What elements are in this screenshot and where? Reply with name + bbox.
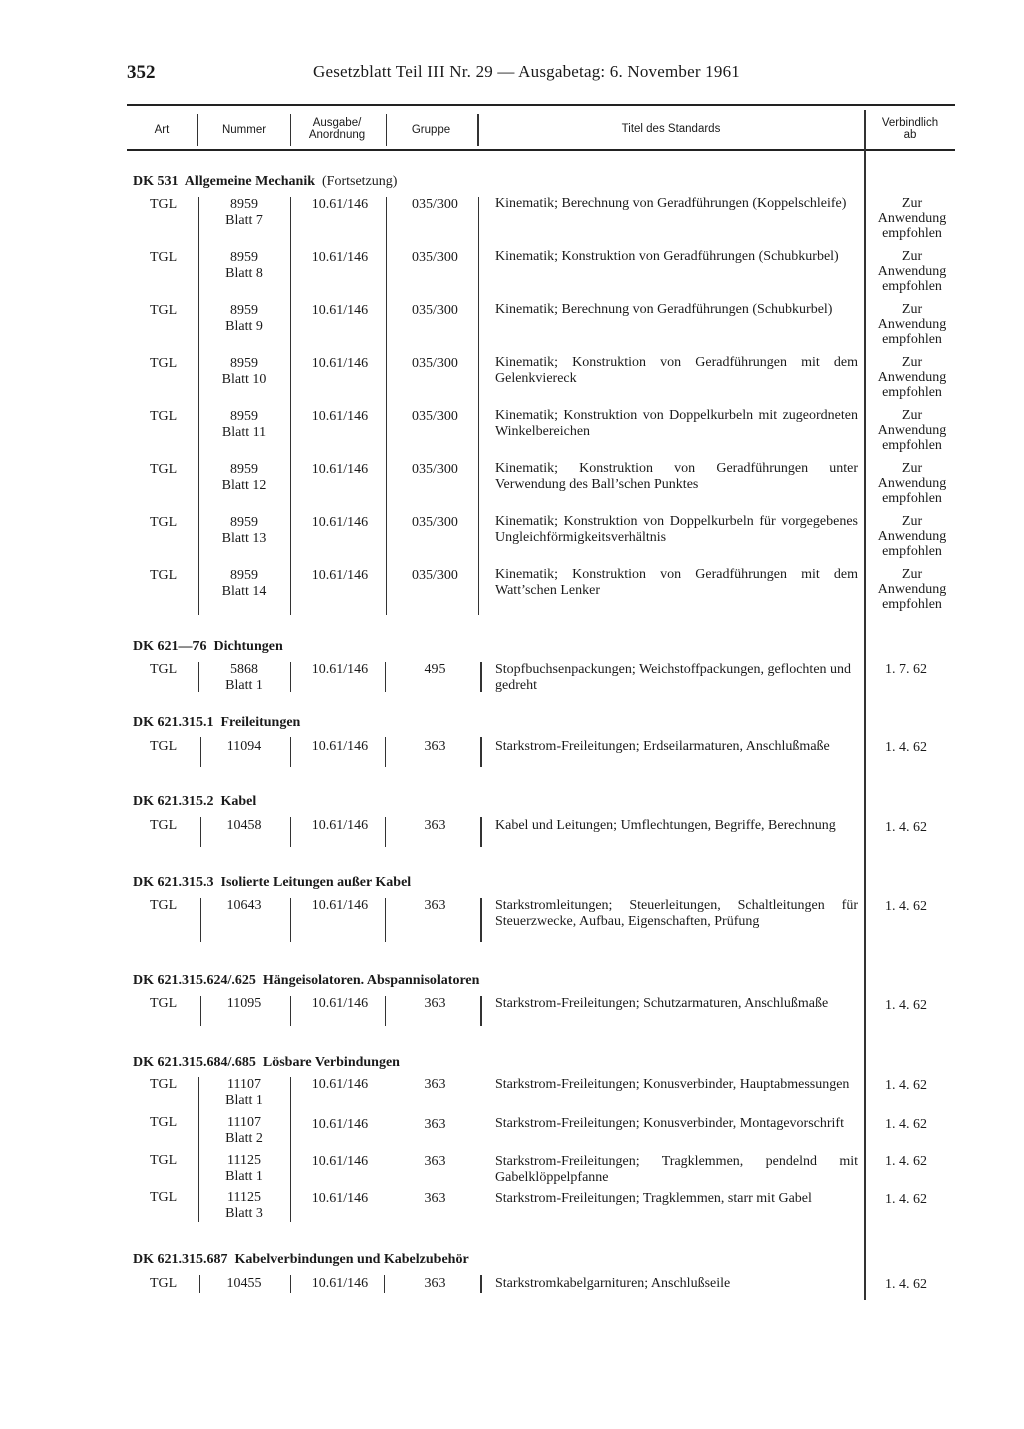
header-rule-top: [127, 104, 955, 106]
section-note: (Fortsetzung): [322, 174, 398, 189]
row-art: TGL: [150, 1077, 178, 1092]
row-gruppe: 035/300: [412, 250, 458, 265]
row-nummer: 8959: [230, 462, 258, 477]
row-gruppe: 035/300: [412, 356, 458, 371]
row-titel: Stopfbuchsenpackungen; Weichstoffpackungen, geflochten und gedreht: [495, 662, 852, 693]
page-header: Gesetzblatt Teil III Nr. 29 — Ausgabetag: 6. November 1961: [313, 62, 740, 81]
row-blatt: Blatt 11: [221, 425, 267, 440]
section-title: Allgemeine Mechanik: [184, 174, 315, 189]
row-gruppe: 035/300: [412, 568, 458, 583]
row-ausgabe: 10.61/146: [311, 1191, 369, 1206]
row-divider: [480, 817, 482, 847]
row-gruppe: 363: [424, 1154, 446, 1169]
section-title: Freileitungen: [220, 715, 301, 730]
row-art: TGL: [150, 898, 178, 913]
row-blatt: Blatt 7: [225, 213, 263, 228]
row-verbindlich: 1. 4. 62: [885, 998, 927, 1013]
row-ausgabe: 10.61/146: [311, 818, 369, 833]
row-divider: [480, 1275, 482, 1293]
row-nummer: 11125: [227, 1153, 261, 1168]
row-divider: [480, 898, 482, 942]
row-gruppe: 363: [424, 1276, 446, 1291]
header-divider: [290, 114, 291, 146]
row-art: TGL: [150, 1276, 178, 1291]
row-nummer: 8959: [230, 356, 258, 371]
row-gruppe: 363: [424, 1117, 446, 1132]
row-art: TGL: [150, 303, 178, 318]
row-ausgabe: 10.61/146: [311, 568, 369, 583]
row-titel: Kinematik; Berechnung von Geradführungen (Koppelschleife): [495, 196, 847, 211]
section-heading: [133, 875, 411, 891]
row-blatt: Blatt 1: [225, 1169, 263, 1184]
section-title: Lösbare Verbindungen: [262, 1055, 400, 1070]
col-header-verbindlich-line1: Verbindlich: [881, 117, 939, 129]
row-nummer: 8959: [230, 409, 258, 424]
row-verbindlich: 1. 7. 62: [885, 662, 927, 677]
row-verbindlich-line1: Zur: [901, 514, 923, 529]
row-gruppe: 363: [424, 996, 446, 1011]
row-art: TGL: [150, 1115, 178, 1130]
row-ausgabe: 10.61/146: [311, 996, 369, 1011]
row-gruppe: 363: [424, 739, 446, 754]
row-divider: [290, 996, 291, 1026]
row-divider: [198, 662, 199, 692]
row-titel: Starkstromkabelgarnituren; Anschlußseile: [495, 1276, 731, 1291]
col-header-titel: Titel des Standards: [621, 123, 721, 135]
col-header-gruppe: Gruppe: [411, 124, 451, 136]
row-ausgabe: 10.61/146: [311, 1077, 369, 1092]
row-verbindlich-line3: empfohlen: [882, 332, 942, 347]
row-verbindlich-line1: Zur: [901, 355, 923, 370]
section-dk: DK 621—76: [133, 639, 207, 654]
section-heading: [133, 1055, 400, 1071]
row-titel: Kinematik; Konstruktion von Doppelkurbeln für vorgegebenes Ungleichförmigkeitsverhältnis: [495, 514, 858, 545]
row-verbindlich: 1. 4. 62: [885, 1117, 927, 1132]
row-divider: [290, 197, 291, 615]
row-gruppe: 035/300: [412, 197, 458, 212]
row-titel: Kinematik; Konstruktion von Geradführungen unter Verwendung des Ball’schen Punktes: [495, 461, 858, 492]
row-art: TGL: [150, 662, 178, 677]
row-ausgabe: 10.61/146: [311, 462, 369, 477]
row-gruppe: 363: [424, 898, 446, 913]
row-titel: Starkstromleitungen; Steuerleitungen, Schaltleitungen für Steuerzwecke, Aufbau, Eigenschaften, Prüfung: [495, 898, 858, 929]
row-blatt: Blatt 1: [225, 1093, 263, 1108]
row-nummer: 11095: [226, 996, 262, 1011]
section-dk: DK 531: [133, 174, 179, 189]
section-dk: DK 621.315.624/.625: [133, 973, 256, 988]
row-titel: Kabel und Leitungen; Umflechtungen, Begriffe, Berechnung: [495, 818, 836, 833]
row-gruppe: 035/300: [412, 303, 458, 318]
row-titel: Starkstrom-Freileitungen; Tragklemmen, starr mit Gabel: [495, 1191, 812, 1206]
row-divider: [290, 737, 291, 767]
section-heading: [133, 639, 283, 655]
section-heading: [133, 1252, 469, 1268]
row-blatt: Blatt 1: [225, 678, 263, 693]
row-blatt: Blatt 14: [221, 584, 267, 599]
row-gruppe: 363: [424, 818, 446, 833]
row-blatt: Blatt 13: [221, 531, 267, 546]
row-verbindlich-line2: Anwendung: [877, 423, 947, 438]
row-titel: Kinematik; Konstruktion von Doppelkurbeln mit zugeordneten Winkelbereichen: [495, 408, 858, 439]
row-gruppe: 035/300: [412, 462, 458, 477]
section-dk: DK 621.315.2: [133, 794, 214, 809]
row-nummer: 8959: [230, 303, 258, 318]
header-rule-bottom: [127, 149, 955, 151]
row-ausgabe: 10.61/146: [311, 739, 369, 754]
section-dk: DK 621.315.1: [133, 715, 214, 730]
row-verbindlich-line2: Anwendung: [877, 476, 947, 491]
row-verbindlich-line2: Anwendung: [877, 370, 947, 385]
section-title: Kabelverbindungen und Kabelzubehör: [234, 1252, 469, 1267]
row-nummer: 11107: [227, 1077, 261, 1092]
row-nummer: 8959: [230, 197, 258, 212]
row-verbindlich-line1: Zur: [901, 196, 923, 211]
row-art: TGL: [150, 1190, 178, 1205]
row-titel: Kinematik; Konstruktion von Geradführungen mit dem Watt’schen Lenker: [495, 567, 858, 598]
row-art: TGL: [150, 250, 178, 265]
row-titel: Starkstrom-Freileitungen; Konusverbinder, Montagevorschrift: [495, 1116, 844, 1131]
row-art: TGL: [150, 739, 178, 754]
row-nummer: 11094: [226, 739, 262, 754]
row-ausgabe: 10.61/146: [311, 1117, 369, 1132]
row-nummer: 8959: [230, 250, 258, 265]
row-verbindlich-line3: empfohlen: [882, 279, 942, 294]
section-title: Kabel: [220, 794, 257, 809]
row-titel: Starkstrom-Freileitungen; Schutzarmaturen, Anschlußmaße: [495, 996, 829, 1011]
row-divider: [290, 1077, 291, 1222]
row-nummer: 8959: [230, 568, 258, 583]
page-number: 352: [127, 62, 156, 83]
row-divider: [198, 197, 199, 615]
row-art: TGL: [150, 356, 178, 371]
row-titel: Starkstrom-Freileitungen; Konusverbinder, Hauptabmessungen: [495, 1077, 850, 1092]
row-art: TGL: [150, 197, 178, 212]
row-verbindlich: 1. 4. 62: [885, 820, 927, 835]
row-verbindlich-line1: Zur: [901, 408, 923, 423]
row-nummer: 10455: [226, 1276, 262, 1291]
row-verbindlich-line2: Anwendung: [877, 211, 947, 226]
row-ausgabe: 10.61/146: [311, 898, 369, 913]
row-ausgabe: 10.61/146: [311, 197, 369, 212]
row-titel: Starkstrom-Freileitungen; Erdseilarmaturen, Anschlußmaße: [495, 739, 830, 754]
row-blatt: Blatt 9: [225, 319, 263, 334]
row-ausgabe: 10.61/146: [311, 1154, 369, 1169]
col-header-nummer: Nummer: [221, 124, 267, 136]
row-art: TGL: [150, 996, 178, 1011]
row-verbindlich-line3: empfohlen: [882, 226, 942, 241]
row-verbindlich-line3: empfohlen: [882, 491, 942, 506]
row-blatt: Blatt 2: [225, 1131, 263, 1146]
row-art: TGL: [150, 568, 178, 583]
row-verbindlich-line3: empfohlen: [882, 597, 942, 612]
row-gruppe: 363: [424, 1077, 446, 1092]
section-dk: DK 621.315.684/.685: [133, 1055, 256, 1070]
row-blatt: Blatt 10: [221, 372, 267, 387]
row-verbindlich: 1. 4. 62: [885, 1078, 927, 1093]
row-divider: [290, 1275, 291, 1293]
row-divider: [290, 817, 291, 847]
row-verbindlich-line1: Zur: [901, 302, 923, 317]
row-verbindlich: 1. 4. 62: [885, 1192, 927, 1207]
row-verbindlich: 1. 4. 62: [885, 1277, 927, 1292]
row-nummer: 10458: [226, 818, 262, 833]
header-divider: [477, 114, 479, 146]
row-titel: Kinematik; Berechnung von Geradführungen (Schubkurbel): [495, 302, 833, 317]
row-ausgabe: 10.61/146: [311, 662, 369, 677]
row-ausgabe: 10.61/146: [311, 409, 369, 424]
section-dk: DK 621.315.3: [133, 875, 214, 890]
section-title: Isolierte Leitungen außer Kabel: [220, 875, 412, 890]
row-divider: [480, 996, 482, 1026]
col-header-verbindlich-line2: ab: [903, 129, 917, 141]
section-title: Hängeisolatoren. Abspannisolatoren: [262, 973, 480, 988]
row-verbindlich-line2: Anwendung: [877, 529, 947, 544]
row-divider: [386, 197, 387, 615]
row-art: TGL: [150, 462, 178, 477]
row-nummer: 8959: [230, 515, 258, 530]
row-ausgabe: 10.61/146: [311, 515, 369, 530]
row-gruppe: 035/300: [412, 409, 458, 424]
row-divider: [290, 898, 291, 942]
row-verbindlich-line2: Anwendung: [877, 317, 947, 332]
row-art: TGL: [150, 1153, 178, 1168]
row-nummer: 5868: [230, 662, 258, 677]
row-verbindlich-line1: Zur: [901, 461, 923, 476]
row-blatt: Blatt 12: [221, 478, 267, 493]
row-art: TGL: [150, 818, 178, 833]
col-header-ausgabe-line1: Ausgabe/: [312, 117, 362, 129]
row-gruppe: 495: [424, 662, 446, 677]
row-divider: [480, 737, 482, 767]
row-ausgabe: 10.61/146: [311, 303, 369, 318]
row-verbindlich-line1: Zur: [901, 249, 923, 264]
row-ausgabe: 10.61/146: [311, 250, 369, 265]
section-heading: [133, 715, 300, 731]
header-divider: [864, 110, 866, 150]
section-title: Dichtungen: [213, 639, 283, 654]
row-verbindlich-line2: Anwendung: [877, 264, 947, 279]
row-verbindlich: 1. 4. 62: [885, 740, 927, 755]
col-header-ausgabe-line2: Anordnung: [308, 129, 366, 141]
row-divider: [290, 662, 291, 692]
row-verbindlich: 1. 4. 62: [885, 899, 927, 914]
row-verbindlich: 1. 4. 62: [885, 1154, 927, 1169]
row-blatt: Blatt 8: [225, 266, 263, 281]
row-ausgabe: 10.61/146: [311, 1276, 369, 1291]
row-verbindlich-line2: Anwendung: [877, 582, 947, 597]
row-gruppe: 363: [424, 1191, 446, 1206]
row-divider: [198, 1077, 199, 1222]
row-verbindlich-line1: Zur: [901, 567, 923, 582]
row-nummer: 11107: [227, 1115, 261, 1130]
row-titel: Kinematik; Konstruktion von Geradführungen mit dem Gelenkviereck: [495, 355, 858, 386]
row-gruppe: 035/300: [412, 515, 458, 530]
row-nummer: 10643: [226, 898, 262, 913]
col-header-art: Art: [154, 124, 170, 136]
row-verbindlich-line3: empfohlen: [882, 544, 942, 559]
row-verbindlich-line3: empfohlen: [882, 438, 942, 453]
row-divider: [480, 662, 482, 692]
section-dk: DK 621.315.687: [133, 1252, 228, 1267]
row-verbindlich-line3: empfohlen: [882, 385, 942, 400]
row-titel: Kinematik; Konstruktion von Geradführungen (Schubkurbel): [495, 249, 839, 264]
row-art: TGL: [150, 409, 178, 424]
section-heading: [133, 794, 256, 810]
row-blatt: Blatt 3: [225, 1206, 263, 1221]
row-ausgabe: 10.61/146: [311, 356, 369, 371]
row-art: TGL: [150, 515, 178, 530]
section-heading: [133, 174, 397, 190]
row-nummer: 11125: [227, 1190, 261, 1205]
header-divider: [197, 114, 198, 146]
header-divider: [386, 114, 387, 146]
section-heading: [133, 973, 479, 989]
row-titel: Starkstrom-Freileitungen; Tragklemmen, pendelnd mit Gabelklöppelpfanne: [495, 1154, 858, 1185]
